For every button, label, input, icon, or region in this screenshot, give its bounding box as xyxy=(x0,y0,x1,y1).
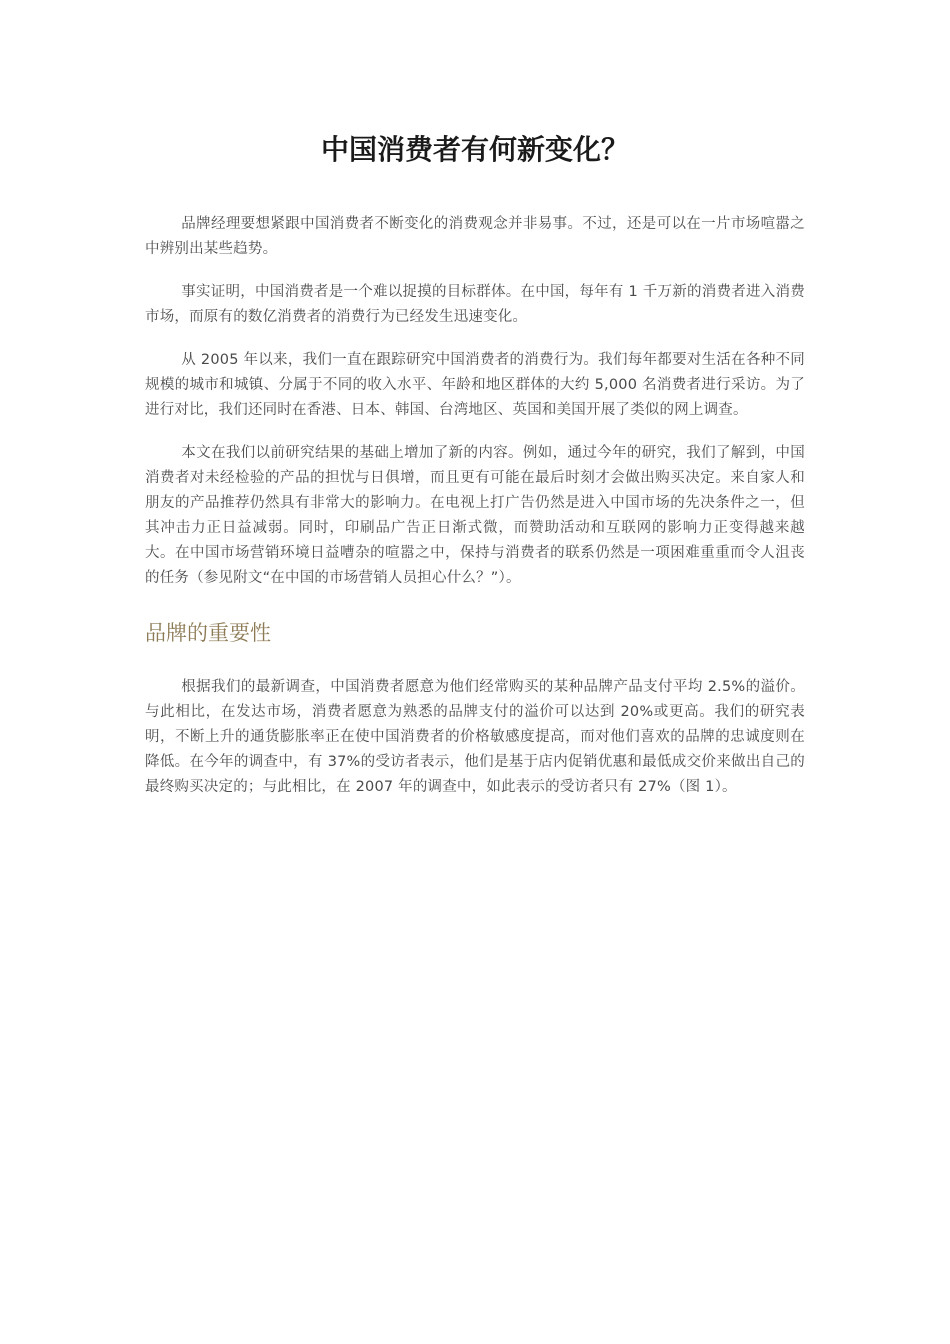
body-paragraph: 事实证明，中国消费者是一个难以捉摸的目标群体。在中国，每年有 1 千万新的消费者进入消费市场，而原有的数亿消费者的消费行为已经发生迅速变化。 xyxy=(145,284,805,325)
body-paragraph: 从 2005 年以来，我们一直在跟踪研究中国消费者的消费行为。我们每年都要对生活在各种不同规模的城市和城镇、分属于不同的收入水平、年龄和地区群体的大约 5,000 名消费者进行采访。为了进行对比，我们还同时在香港、日本、韩国、台湾地区、英国和美国开展了类似的网上调查。 xyxy=(145,352,805,418)
document-page xyxy=(145,128,805,818)
section-paragraph: 根据我们的最新调查，中国消费者愿意为他们经常购买的某种品牌产品支付平均 2.5%的溢价。与此相比，在发达市场，消费者愿意为熟悉的品牌支付的溢价可以达到 20%或更高。我们的研究表明，不断上升的通货膨胀率正在使中国消费者的价格敏感度提高，而对他们喜欢的品牌的忠诚度则在降低。在今年的调查中，有 37%的受访者表示，他们是基于店内促销优惠和最低成交价来做出自己的最终购买决定的；与此相比，在 2007 年的调查中，如此表示的受访者只有 27%（图 1）。 xyxy=(145,679,805,795)
intro-paragraph: 品牌经理要想紧跟中国消费者不断变化的消费观念并非易事。不过，还是可以在一片市场喧嚣之中辨别出某些趋势。 xyxy=(145,216,805,257)
body-paragraph: 本文在我们以前研究结果的基础上增加了新的内容。例如，通过今年的研究，我们了解到，中国消费者对未经检验的产品的担忧与日俱增，而且更有可能在最后时刻才会做出购买决定。来自家人和朋友的产品推荐仍然具有非常大的影响力。在电视上打广告仍然是进入中国市场的先决条件之一，但其冲击力正日益减弱。同时，印刷品广告正日渐式微，而赞助活动和互联网的影响力正变得越来越大。在中国市场营销环境日益嘈杂的喧嚣之中，保持与消费者的联系仍然是一项困难重重而令人沮丧的任务（参见附文“在中国的市场营销人员担心什么？”）。 xyxy=(145,445,805,586)
section-heading: 品牌的重要性 xyxy=(145,621,271,645)
article-title: 中国消费者有何新变化？ xyxy=(320,133,629,166)
